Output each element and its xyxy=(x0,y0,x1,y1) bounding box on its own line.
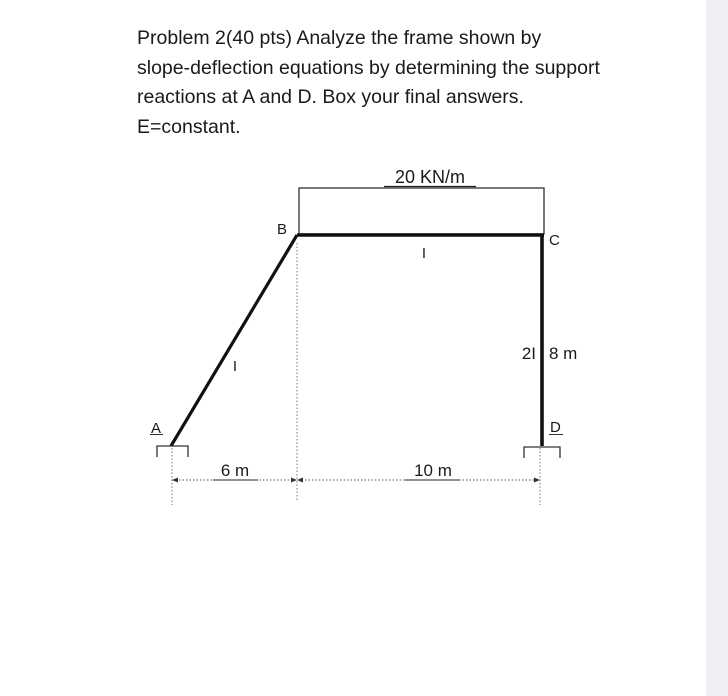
dim-arrow-left xyxy=(172,478,178,483)
dim-arrow-right xyxy=(534,478,540,483)
support-d xyxy=(524,447,560,458)
joint-label-a: A xyxy=(151,420,162,437)
joint-label-d: D xyxy=(550,419,561,436)
problem-line-1: Problem 2(40 pts) Analyze the frame shown by xyxy=(137,27,542,49)
distributed-load-box xyxy=(299,188,544,234)
problem-line-2: slope-deflection equations by determining the support xyxy=(137,56,600,79)
dim-label-left: 6 m xyxy=(220,461,250,480)
load-label: 20 KN/m xyxy=(394,167,466,187)
joint-label-b: B xyxy=(277,221,288,238)
column-inertia-label: 2I xyxy=(521,344,536,363)
dim-arrow-b-left xyxy=(291,478,297,483)
member-ab xyxy=(171,235,297,446)
problem-line-3: reactions at A and D. Box your final answers. xyxy=(137,86,524,108)
dim-label-right: 10 m xyxy=(414,461,452,480)
joint-label-c: C xyxy=(549,232,560,249)
beam-inertia-label: I xyxy=(421,245,427,262)
dim-arrow-b-right xyxy=(297,478,303,483)
problem-line-4: E=constant. xyxy=(137,115,241,138)
column-height-label: 8 m xyxy=(549,344,578,363)
inclined-inertia-label: I xyxy=(232,358,238,375)
